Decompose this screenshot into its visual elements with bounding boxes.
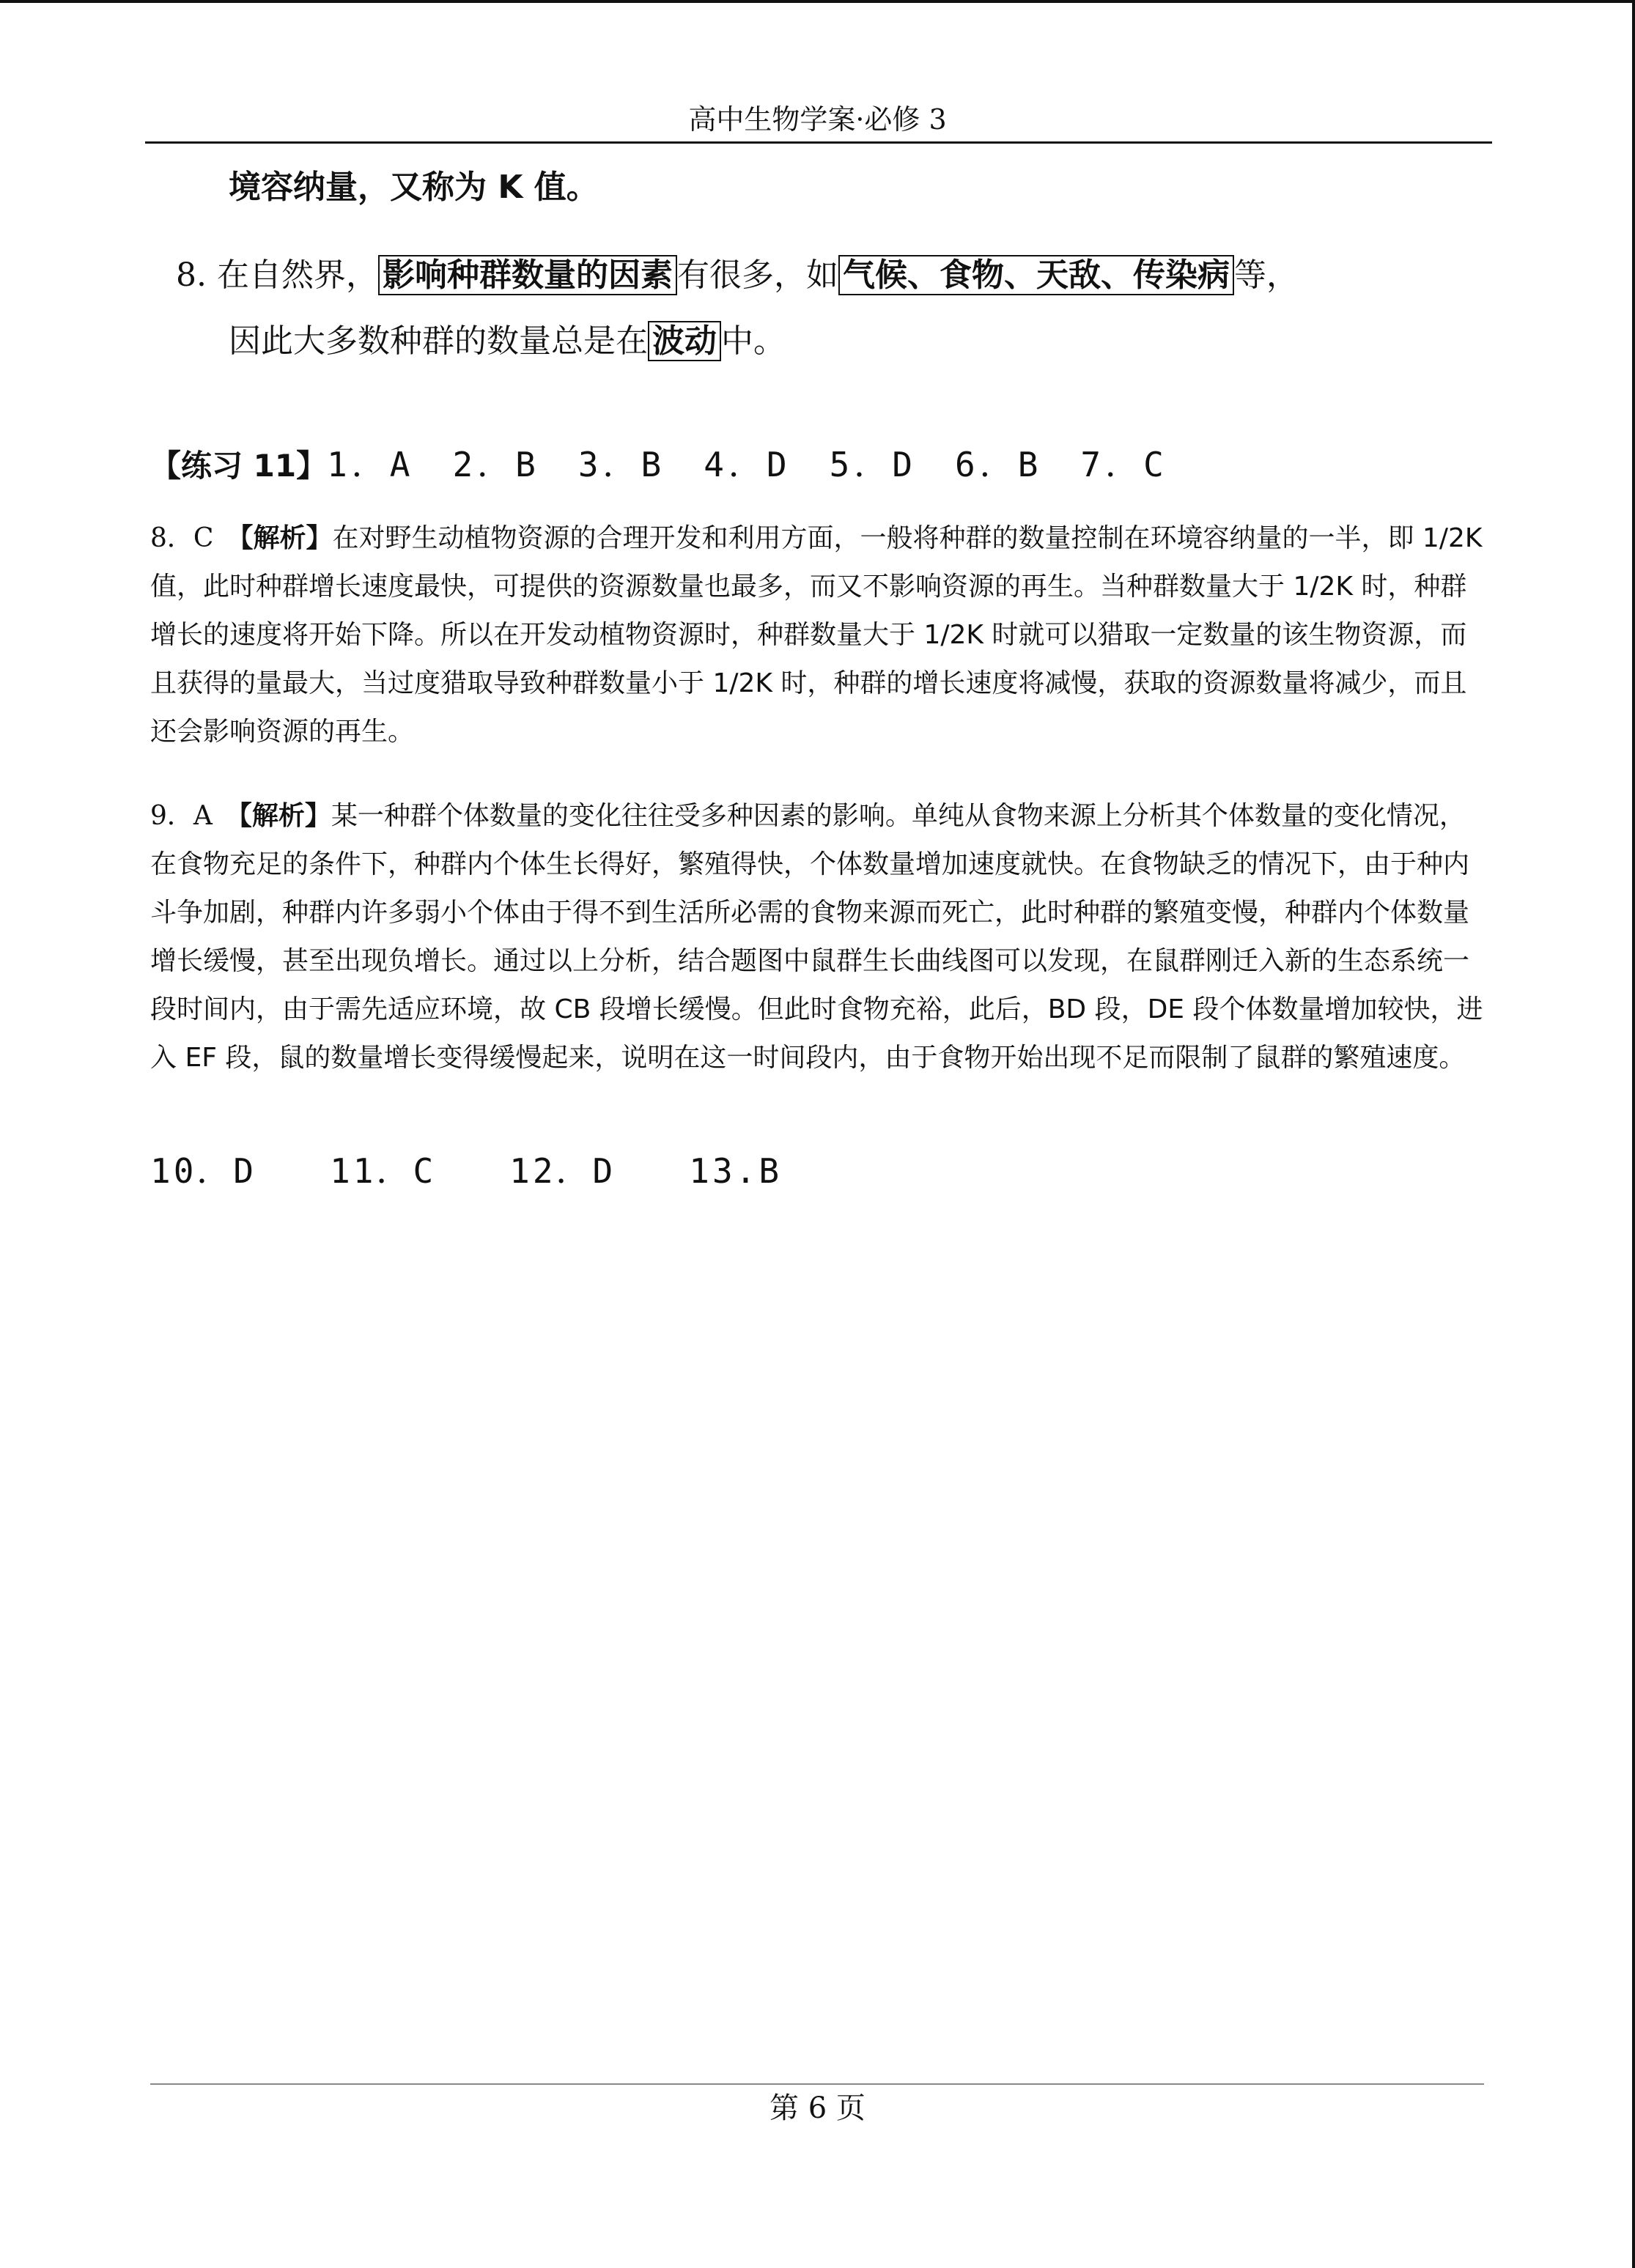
item-8-number: 8.: [176, 256, 207, 294]
analysis-8: 8．C 【解析】在对野生动植物资源的合理开发和利用方面，一般将种群的数量控制在环境容纳量的一半，即 1/2K 值，此时种群增长速度最快，可提供的资源数量也最多，而又不影响资源的再生。当种群数量大于 1/2K 时，种群增长的速度将开始下降。所以在开发动植物资源时，种群数量大于 1/2K 时就可以猎取一定数量的该生物资源，而且获得的量最大，当过度猎取导致种群数量小于 1/2K 时，种群的增长速度将减慢，获取的资源数量将减少，而且还会影响资源的再生。: [150, 523, 1483, 747]
page-number: 第 6 页: [769, 2091, 866, 2125]
exercise-answer-list: 1．A 2．B 3．B 4．D 5．D 6．B 7．C: [327, 445, 1168, 484]
item-8-line-1: 8. 在自然界， 影响种群数量的因素 有很多，如 气候、食物、天敌、传染病 等，: [176, 256, 1299, 294]
page-border-right: [1632, 0, 1635, 2268]
continued-line: 境容纳量，又称为 K 值。: [229, 169, 599, 206]
answer-box-2: 气候、食物、天敌、传染病: [838, 255, 1234, 295]
exercise-11-answers: [150, 443, 1168, 488]
answer-box-1: 影响种群数量的因素: [378, 255, 677, 295]
header-rule: [145, 141, 1492, 144]
page-header: 高中生物学案·必修 3: [688, 103, 947, 136]
exercise-label: 【练习 11】: [150, 448, 328, 484]
answer-box-3: 波动: [648, 321, 721, 361]
page-border-top: [0, 0, 1635, 3]
footer-rule: [150, 2083, 1484, 2085]
analysis-9: 9．A 【解析】某一种群个体数量的变化往往受多种因素的影响。单纯从食物来源上分析其个体数量的变化情况，在食物充足的条件下，种群内个体生长得好，繁殖得快，个体数量增加速度就快。在食物缺乏的情况下，由于种内斗争加剧，种群内许多弱小个体由于得不到生活所必需的食物来源而死亡，此时种群的繁殖变慢，种群内个体数量增长缓慢，甚至出现负增长。通过以上分析，结合题图中鼠群生长曲线图可以发现，在鼠群刚迁入新的生态系统一段时间内，由于需先适应环境，故 CB 段增长缓慢。但此时食物充裕，此后，BD 段，DE 段个体数量增加较快，进入 EF 段，鼠的数量增长变得缓慢起来，说明在这一时间段内，由于食物开始出现不足而限制了鼠群的繁殖速度。: [150, 801, 1483, 1073]
answers-10-13: 10．D 11．C 12．D 13.B: [150, 1151, 783, 1191]
item-8-line-2: 因此大多数种群的数量总是在 波动 中。: [229, 322, 786, 360]
